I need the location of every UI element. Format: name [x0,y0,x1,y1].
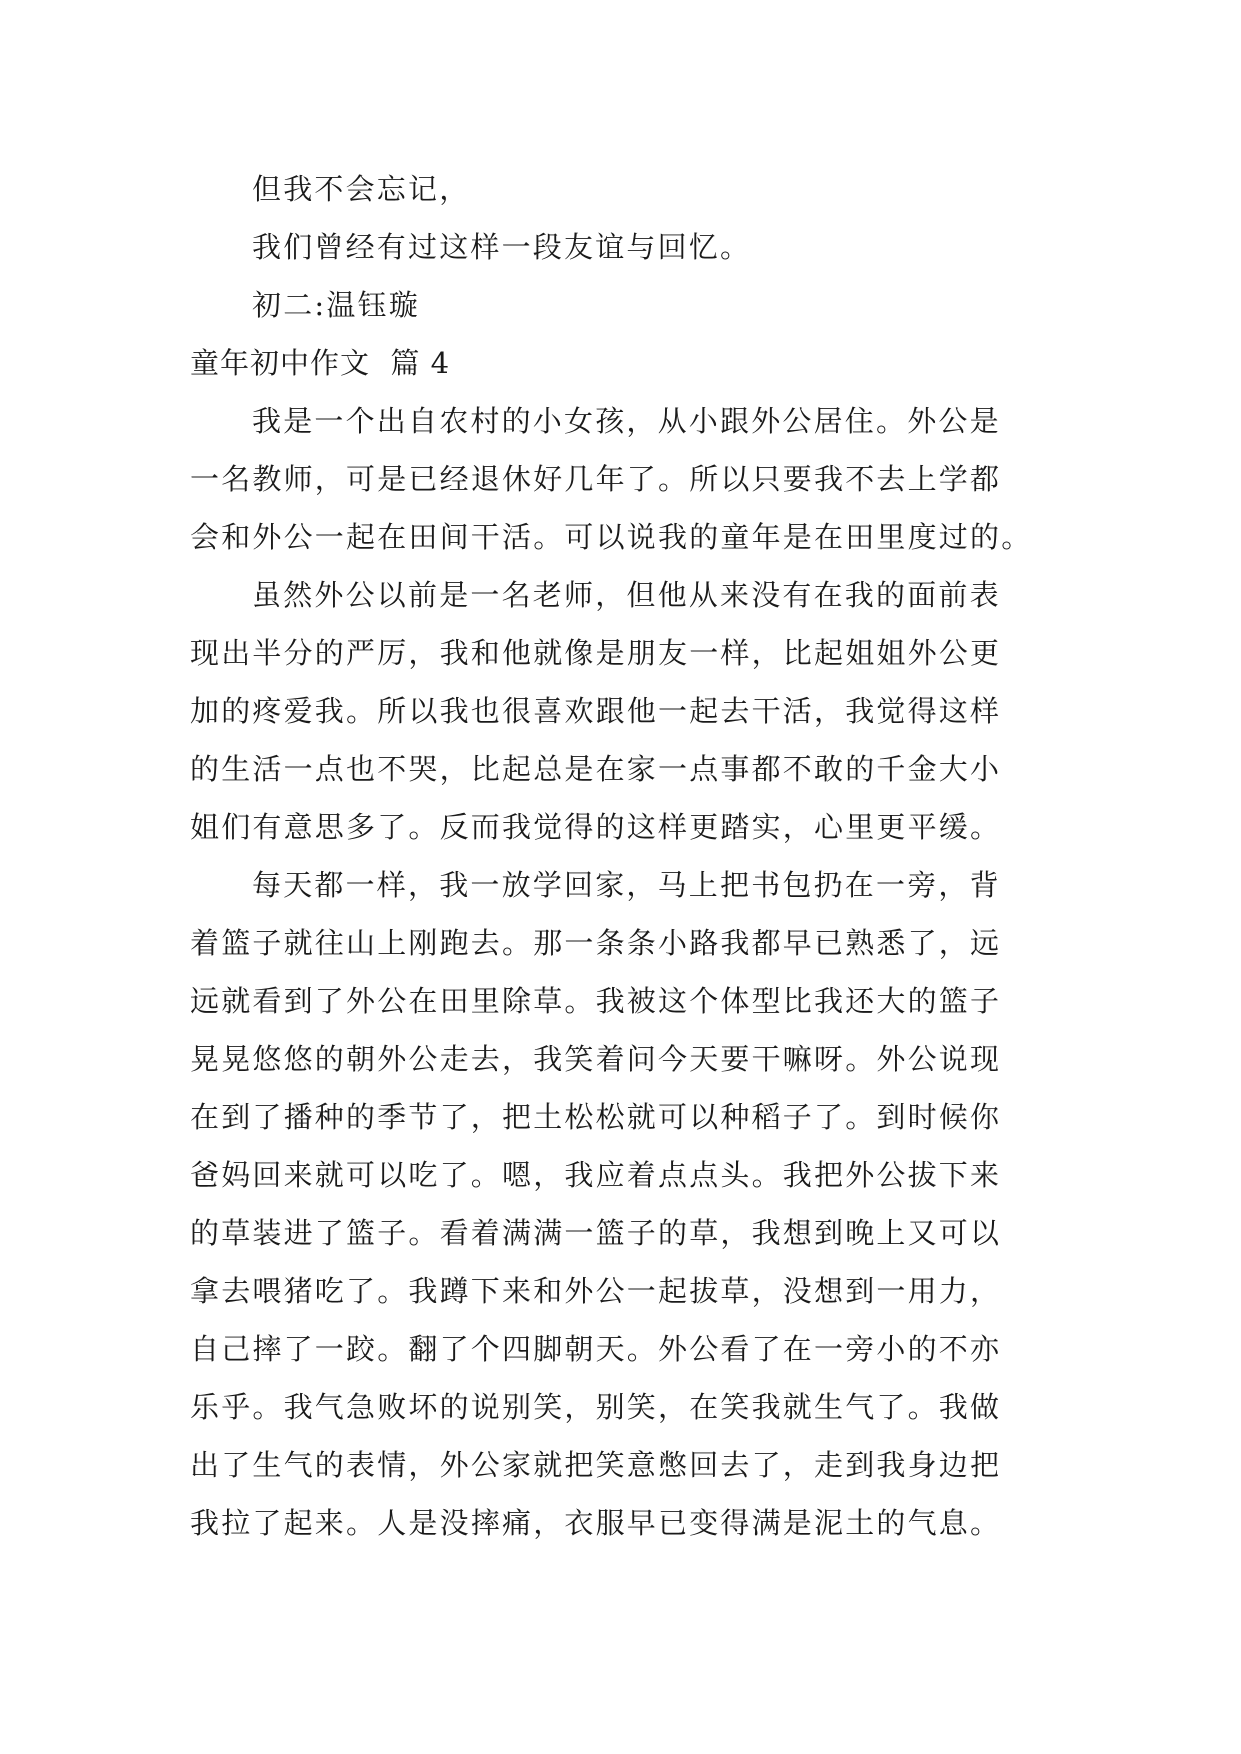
paragraph-line: 拿去喂猪吃了。我蹲下来和外公一起拔草，没想到一用力， [190,1274,1002,1308]
section-heading: 童年初中作文 篇 4 [190,346,451,380]
paragraph-line: 出了生气的表情，外公家就把笑意憋回去了，走到我身边把 [190,1448,1002,1482]
paragraph-line: 现出半分的严厉，我和他就像是朋友一样，比起姐姐外公更 [190,636,1002,670]
paragraph-line: 的草装进了篮子。看着满满一篮子的草，我想到晚上又可以 [190,1216,1002,1250]
paragraph-line: 爸妈回来就可以吃了。嗯，我应着点点头。我把外公拔下来 [190,1158,1002,1192]
paragraph-line: 远就看到了外公在田里除草。我被这个体型比我还大的篮子 [190,984,1002,1018]
paragraph-2 [190,566,1070,856]
paragraph-line: 加的疼爱我。所以我也很喜欢跟他一起去干活，我觉得这样 [190,694,1002,728]
paragraph-line: 每天都一样，我一放学回家，马上把书包扔在一旁，背 [252,868,1001,902]
paragraph-3 [190,856,1070,1552]
paragraph-line: 晃晃悠悠的朝外公走去，我笑着问今天要干嘛呀。外公说现 [190,1042,1002,1076]
author-line: 初二:温钰璇 [252,288,420,322]
intro-line: 但我不会忘记， [252,172,471,206]
paragraph-line: 我拉了起来。人是没摔痛，衣服早已变得满是泥土的气息。 [190,1506,1002,1540]
paragraph-line: 姐们有意思多了。反而我觉得的这样更踏实，心里更平缓。 [190,810,1002,844]
paragraph-line: 我是一个出自农村的小女孩，从小跟外公居住。外公是 [252,404,1001,438]
document-body [190,160,1070,1552]
paragraph-line: 自己摔了一跤。翻了个四脚朝天。外公看了在一旁小的不亦 [190,1332,1002,1366]
paragraph-line: 着篮子就往山上刚跑去。那一条条小路我都早已熟悉了，远 [190,926,1002,960]
paragraph-line: 在到了播种的季节了，把土松松就可以种稻子了。到时候你 [190,1100,1002,1134]
paragraph-1 [190,392,1070,566]
intro-line: 我们曾经有过这样一段友谊与回忆。 [252,230,752,264]
paragraph-line: 的生活一点也不哭，比起总是在家一点事都不敢的千金大小 [190,752,1002,786]
paragraph-line: 乐乎。我气急败坏的说别笑，别笑，在笑我就生气了。我做 [190,1390,1002,1424]
paragraph-line: 虽然外公以前是一名老师，但他从来没有在我的面前表 [252,578,1001,612]
paragraph-line: 一名教师，可是已经退休好几年了。所以只要我不去上学都 [190,462,1002,496]
paragraph-line: 会和外公一起在田间干活。可以说我的童年是在田里度过的。 [190,520,1033,554]
